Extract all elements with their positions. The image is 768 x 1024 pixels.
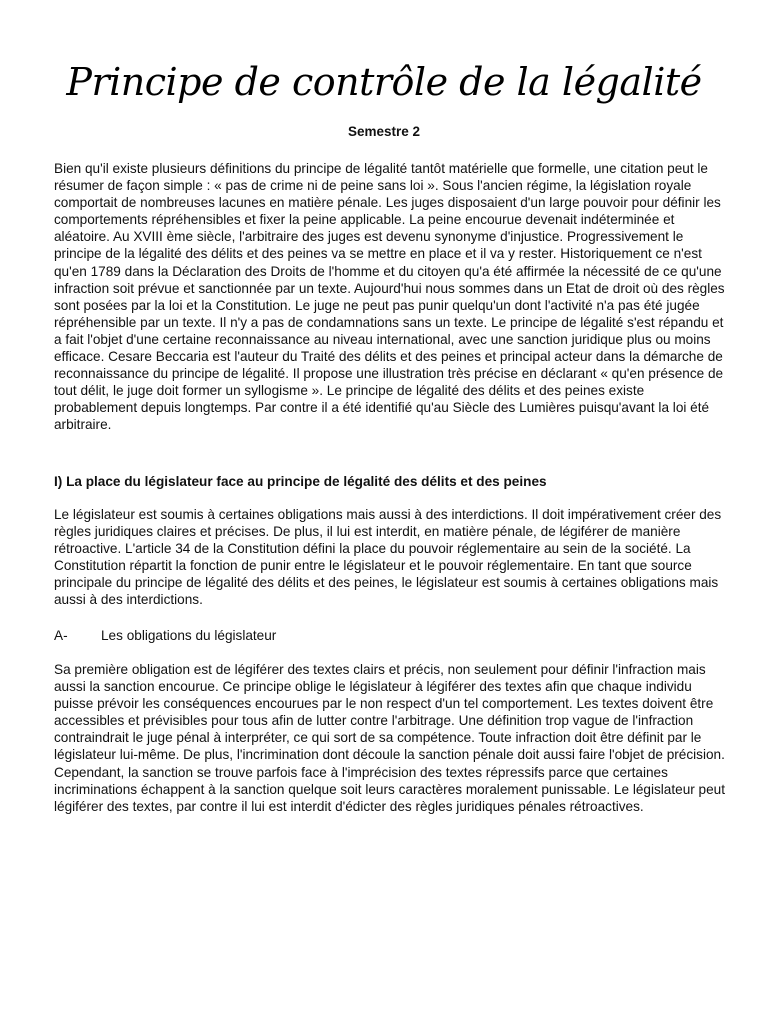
document-title: Principe de contrôle de la légalité <box>66 60 702 104</box>
subsection-a-title: Les obligations du législateur <box>101 628 277 643</box>
section-1-paragraph: Le législateur est soumis à certaines obligations mais aussi à des interdictions. Il doit impérativement créer des règles juridiques claires et précises. De plus, il lui est interdit, en matière pénale, de légiférer de manière rétroactive. L'article 34 de la Constitution défini la place du pouvoir réglementaire au sein de la société. La Constitution répartit la fonction de punir entre le législateur et le pouvoir réglementaire. En tant que source principale du principe de légalité des délits et des peines, le législateur est soumis à certaines obligations mais aussi à des interdictions. <box>54 507 722 608</box>
subsection-a-heading <box>54 628 276 643</box>
subsection-a-letter: A- <box>54 628 68 643</box>
intro-paragraph: Bien qu'il existe plusieurs définitions du principe de légalité tantôt matérielle que formelle, une citation peut le résumer de façon simple : « pas de crime ni de peine sans loi ». Sous l'ancien régime, la législation royale comportait de nombreuses lacunes en matière pénale. Les juges disposaient d'un large pouvoir pour définir les comportements répréhensibles et fixer la peine applicable. La peine encourue devenait indéterminée et aléatoire. Au XVIII ème siècle, l'arbitraire des juges est devenu synonyme d'injustice. Progressivement le principe de la légalité des délits et des peines va se mettre en place et il va y rester. Historiquement ce n'est qu'en 1789 dans la Déclaration des Droits de l'homme et du citoyen qu'a été affirmée la nécessité de ce qu'une infraction soit prévue et sanctionnée par un texte. Aujourd'hui nous sommes dans un Etat de droit où des règles sont posées par la loi et la Constitution. Le juge ne peut pas punir quelqu'un dont l'activité n'a pas été jugée répréhensible par un texte. Il n'y a pas de condamnations sans un texte. Le principe de légalité s'est répandu et a fait l'objet d'une certaine reconnaissance au niveau international, avec une sanction juridique plus ou moins efficace. Cesare Beccaria est l'auteur du Traité des délits et des peines et principal acteur dans la démarche de reconnaissance du principe de légalité. Il propose une illustration très précise en déclarant « qu'en présence de tout délit, le juge doit former un syllogisme ». Le principe de légalité des délits et des peines existe probablement depuis longtemps. Par contre il a été identifié qu'au Siècle des Lumières puisqu'avant la loi été arbitraire. <box>54 161 725 433</box>
subsection-a-paragraph: Sa première obligation est de légiférer des textes clairs et précis, non seulement pour définir l'infraction mais aussi la sanction encourue. Ce principe oblige le législateur à légiférer des textes afin que chaque individu puisse prévoir les conséquences encourues par le non respect d'un tel comportement. Les textes doivent être accessibles et prévisibles pour tous afin de lutter contre l'arbitrage. Une définition trop vague de l'infraction contraindrait le juge pénal à interpréter, ce qui sort de sa compétence. Toute infraction doit être définit par le législateur lui-même. De plus, l'incrimination dont découle la sanction pénale doit aussi faire l'objet de précision. Cependant, la sanction se trouve parfois face à l'imprécision des textes répressifs parce que certaines incriminations échappent à la sanction quelque soit leurs caractères moralement punissable. Le législateur peut légiférer des textes, par contre il lui est interdit d'édicter des règles juridiques pénales rétroactives. <box>54 662 726 814</box>
semester-label: Semestre 2 <box>347 124 421 139</box>
section-1-heading: I) La place du législateur face au principe de légalité des délits et des peines <box>54 474 547 489</box>
